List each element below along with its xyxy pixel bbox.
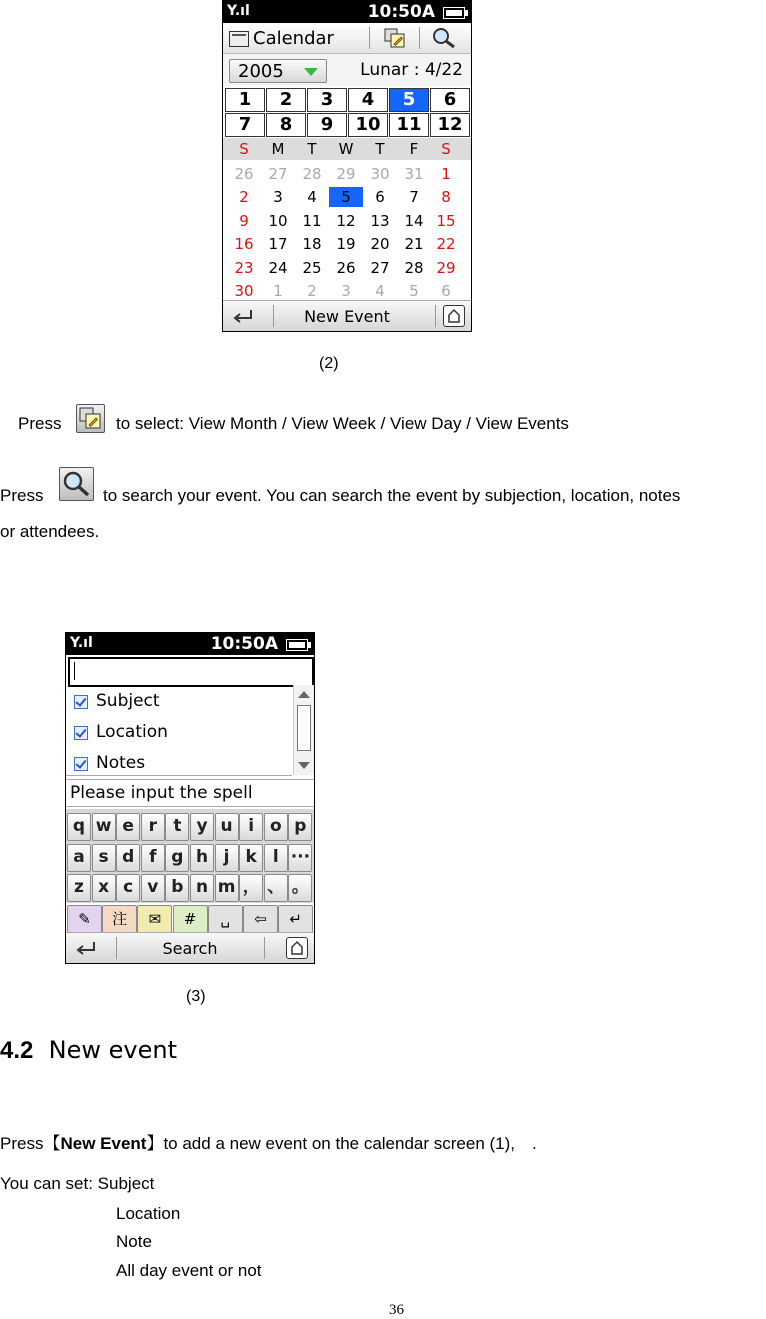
input-mode-icon[interactable]: 注 (102, 905, 137, 933)
calendar-day[interactable]: 12 (336, 211, 356, 230)
search-field-option[interactable] (74, 691, 274, 713)
keyboard-key[interactable]: j (215, 844, 239, 872)
calendar-day[interactable]: 7 (409, 188, 419, 207)
month-button-8[interactable]: 8 (266, 113, 306, 137)
view-switch-icon (76, 404, 105, 433)
search-instruction-text-2: or attendees. (0, 522, 100, 541)
keyboard-key[interactable]: b (165, 874, 189, 902)
keyboard-key[interactable]: 。 (288, 874, 312, 902)
calendar-day[interactable]: 10 (268, 211, 288, 230)
keyboard-function-row (66, 905, 314, 933)
calendar-day[interactable]: 30 (370, 165, 390, 183)
handwriting-icon[interactable]: ✎ (67, 905, 102, 933)
weekday-label: T (375, 140, 385, 158)
calendar-day[interactable]: 1 (441, 165, 451, 183)
keyboard-key[interactable]: x (92, 874, 116, 902)
search-instruction-press: Press (0, 486, 44, 505)
calendar-day[interactable]: 25 (302, 258, 322, 277)
softkey-bar (223, 300, 471, 331)
calendar-icon (229, 31, 249, 47)
calendar-day[interactable]: 5 (329, 187, 363, 207)
month-button-12[interactable]: 12 (430, 113, 470, 137)
calendar-day[interactable]: 26 (336, 258, 356, 277)
scroll-thumb[interactable] (297, 705, 311, 751)
calendar-day[interactable]: 3 (341, 282, 351, 300)
checkbox-checked-icon[interactable] (74, 757, 88, 771)
home-icon[interactable] (443, 305, 465, 327)
calendar-day[interactable]: 18 (302, 235, 322, 254)
search-softkey[interactable]: Search (162, 939, 218, 958)
month-button-7[interactable]: 7 (225, 113, 265, 137)
month-button-3[interactable]: 3 (307, 88, 347, 112)
keyboard-key[interactable]: f (141, 844, 165, 872)
settable-field-location: Location (116, 1204, 181, 1223)
calendar-day[interactable]: 14 (404, 211, 424, 230)
calendar-day[interactable]: 31 (404, 165, 424, 183)
keyboard-key[interactable]: y (190, 813, 214, 841)
page-number: 36 (389, 1302, 404, 1318)
search-field-list (66, 685, 292, 776)
chevron-down-icon (304, 68, 318, 76)
symbol-icon[interactable]: # (173, 905, 208, 933)
section-heading (0, 1036, 177, 1065)
year-dropdown[interactable]: 2005 (229, 59, 327, 83)
search-input[interactable] (68, 657, 314, 687)
keyboard-key[interactable]: 、 (264, 874, 288, 902)
calendar-day[interactable]: 2 (307, 282, 317, 300)
figure-caption-2: (2) (319, 355, 339, 372)
status-time: 10:50A (210, 634, 278, 654)
calendar-day[interactable]: 23 (234, 258, 254, 277)
view-instruction-press: Press (18, 414, 62, 433)
keyboard-key[interactable]: q (67, 813, 91, 841)
keyboard-key[interactable]: l (264, 844, 288, 872)
keyboard-key[interactable]: a (67, 844, 91, 872)
calendar-day[interactable]: 20 (370, 235, 390, 254)
search-icon[interactable] (431, 27, 455, 49)
keyboard-key[interactable]: g (165, 844, 189, 872)
month-button-10[interactable]: 10 (348, 113, 388, 137)
option-label: Subject (96, 691, 160, 711)
month-button-2[interactable]: 2 (266, 88, 306, 112)
enter-icon[interactable]: ↵ (278, 905, 313, 933)
month-button-4[interactable]: 4 (348, 88, 388, 112)
month-button-11[interactable]: 11 (389, 113, 429, 137)
keyboard-key[interactable]: i (239, 813, 263, 841)
view-switch-icon[interactable] (383, 27, 407, 49)
year-row (223, 54, 471, 86)
calendar-day[interactable]: 9 (239, 211, 249, 230)
option-label: Location (96, 722, 168, 742)
input-hint: Please input the spell (66, 779, 314, 807)
calendar-day[interactable]: 4 (307, 188, 317, 207)
keyboard-key[interactable]: ， (239, 874, 263, 902)
calendar-screenshot (222, 0, 472, 332)
message-icon[interactable]: ✉ (137, 905, 172, 933)
calendar-day[interactable]: 11 (302, 211, 322, 230)
calendar-day[interactable]: 26 (234, 165, 254, 183)
calendar-day[interactable]: 21 (404, 235, 424, 254)
weekday-label: S (441, 140, 451, 158)
calendar-day[interactable]: 28 (302, 165, 322, 183)
section-number: 4.2 (0, 1037, 34, 1064)
calendar-day[interactable]: 15 (436, 211, 456, 230)
keyboard-key[interactable]: e (116, 813, 140, 841)
keyboard-key[interactable]: t (165, 813, 189, 841)
home-icon[interactable] (286, 937, 308, 959)
weekday-label: F (409, 140, 419, 158)
calendar-day[interactable]: 29 (436, 258, 456, 277)
calendar-day[interactable]: 27 (268, 165, 288, 183)
title-bar (223, 23, 471, 54)
figure-caption-3: (3) (186, 988, 206, 1005)
month-button-6[interactable]: 6 (430, 88, 470, 112)
weekday-label: W (338, 140, 354, 158)
keyboard-key[interactable]: h (190, 844, 214, 872)
settable-fields-intro: You can set: Subject (0, 1174, 155, 1193)
calendar-day[interactable]: 22 (436, 235, 456, 254)
keyboard-key[interactable]: p (288, 813, 312, 841)
keyboard-key[interactable]: v (141, 874, 165, 902)
calendar-day[interactable]: 6 (441, 282, 451, 300)
keyboard-key[interactable]: m (215, 874, 239, 902)
keyboard-key[interactable]: o (264, 813, 288, 841)
calendar-day[interactable]: 5 (409, 282, 419, 300)
calendar-day[interactable]: 13 (370, 211, 390, 230)
space-icon[interactable]: ␣ (208, 905, 243, 933)
month-button-1[interactable]: 1 (225, 88, 265, 112)
calendar-day[interactable]: 2 (239, 188, 249, 207)
backspace-icon[interactable]: ⇦ (243, 905, 278, 933)
section-title: New event (48, 1036, 177, 1064)
view-instruction-text: to select: View Month / View Week / View Day / View Events (116, 414, 569, 433)
signal-icon: Y.ıl (227, 3, 250, 19)
weekday-label: T (307, 140, 317, 158)
battery-icon (286, 639, 308, 651)
calendar-day[interactable]: 17 (268, 235, 288, 254)
signal-icon: Y.ıl (70, 635, 93, 651)
calendar-day[interactable]: 4 (375, 282, 385, 300)
search-screenshot (65, 632, 315, 964)
new-event-softkey[interactable]: New Event (304, 307, 390, 326)
calendar-day[interactable]: 28 (404, 258, 424, 277)
status-time: 10:50A (367, 2, 435, 22)
app-title: Calendar (253, 28, 334, 49)
softkey-bar (66, 932, 314, 963)
keyboard-key[interactable]: r (141, 813, 165, 841)
calendar-day[interactable]: 1 (273, 282, 283, 300)
keyboard (66, 809, 314, 903)
keyboard-key[interactable]: u (215, 813, 239, 841)
search-field-option[interactable] (74, 722, 274, 744)
calendar-day[interactable]: 6 (375, 188, 385, 207)
settable-field-allday: All day event or not (116, 1261, 262, 1280)
calendar-day[interactable]: 24 (268, 258, 288, 277)
battery-icon (443, 7, 465, 19)
scroll-down-icon[interactable] (298, 762, 310, 769)
option-label: Notes (96, 753, 146, 773)
status-bar (66, 633, 314, 655)
settable-field-note: Note (116, 1232, 152, 1251)
weekday-label: M (271, 140, 285, 158)
new-event-instruction: Press【New Event】to add a new event on the calendar screen (1), . (0, 1134, 537, 1153)
keyboard-key[interactable]: n (190, 874, 214, 902)
search-instruction-text: to search your event. You can search the event by subjection, location, notes (103, 486, 681, 505)
checkbox-checked-icon[interactable] (74, 726, 88, 740)
calendar-day[interactable]: 29 (336, 165, 356, 183)
calendar-day[interactable]: 3 (273, 188, 283, 207)
keyboard-key[interactable]: w (92, 813, 116, 841)
scrollbar[interactable] (293, 685, 314, 775)
scroll-up-icon[interactable] (298, 691, 310, 698)
keyboard-key[interactable]: k (239, 844, 263, 872)
search-field-option[interactable] (74, 753, 274, 775)
keyboard-key[interactable]: d (116, 844, 140, 872)
month-button-9[interactable]: 9 (307, 113, 347, 137)
lunar-date: Lunar : 4/22 (360, 60, 463, 80)
weekday-header (223, 138, 471, 160)
keyboard-key[interactable]: ··· (288, 844, 312, 872)
calendar-day[interactable]: 30 (234, 282, 254, 300)
calendar-day[interactable]: 8 (441, 188, 451, 207)
weekday-label: S (239, 140, 249, 158)
keyboard-key[interactable]: s (92, 844, 116, 872)
keyboard-key[interactable]: c (116, 874, 140, 902)
keyboard-key[interactable]: z (67, 874, 91, 902)
status-bar (223, 1, 471, 23)
calendar-day[interactable]: 16 (234, 235, 254, 254)
month-button-5[interactable]: 5 (389, 88, 429, 112)
calendar-day[interactable]: 27 (370, 258, 390, 277)
calendar-day[interactable]: 19 (336, 235, 356, 254)
checkbox-checked-icon[interactable] (74, 695, 88, 709)
search-icon (59, 467, 94, 501)
